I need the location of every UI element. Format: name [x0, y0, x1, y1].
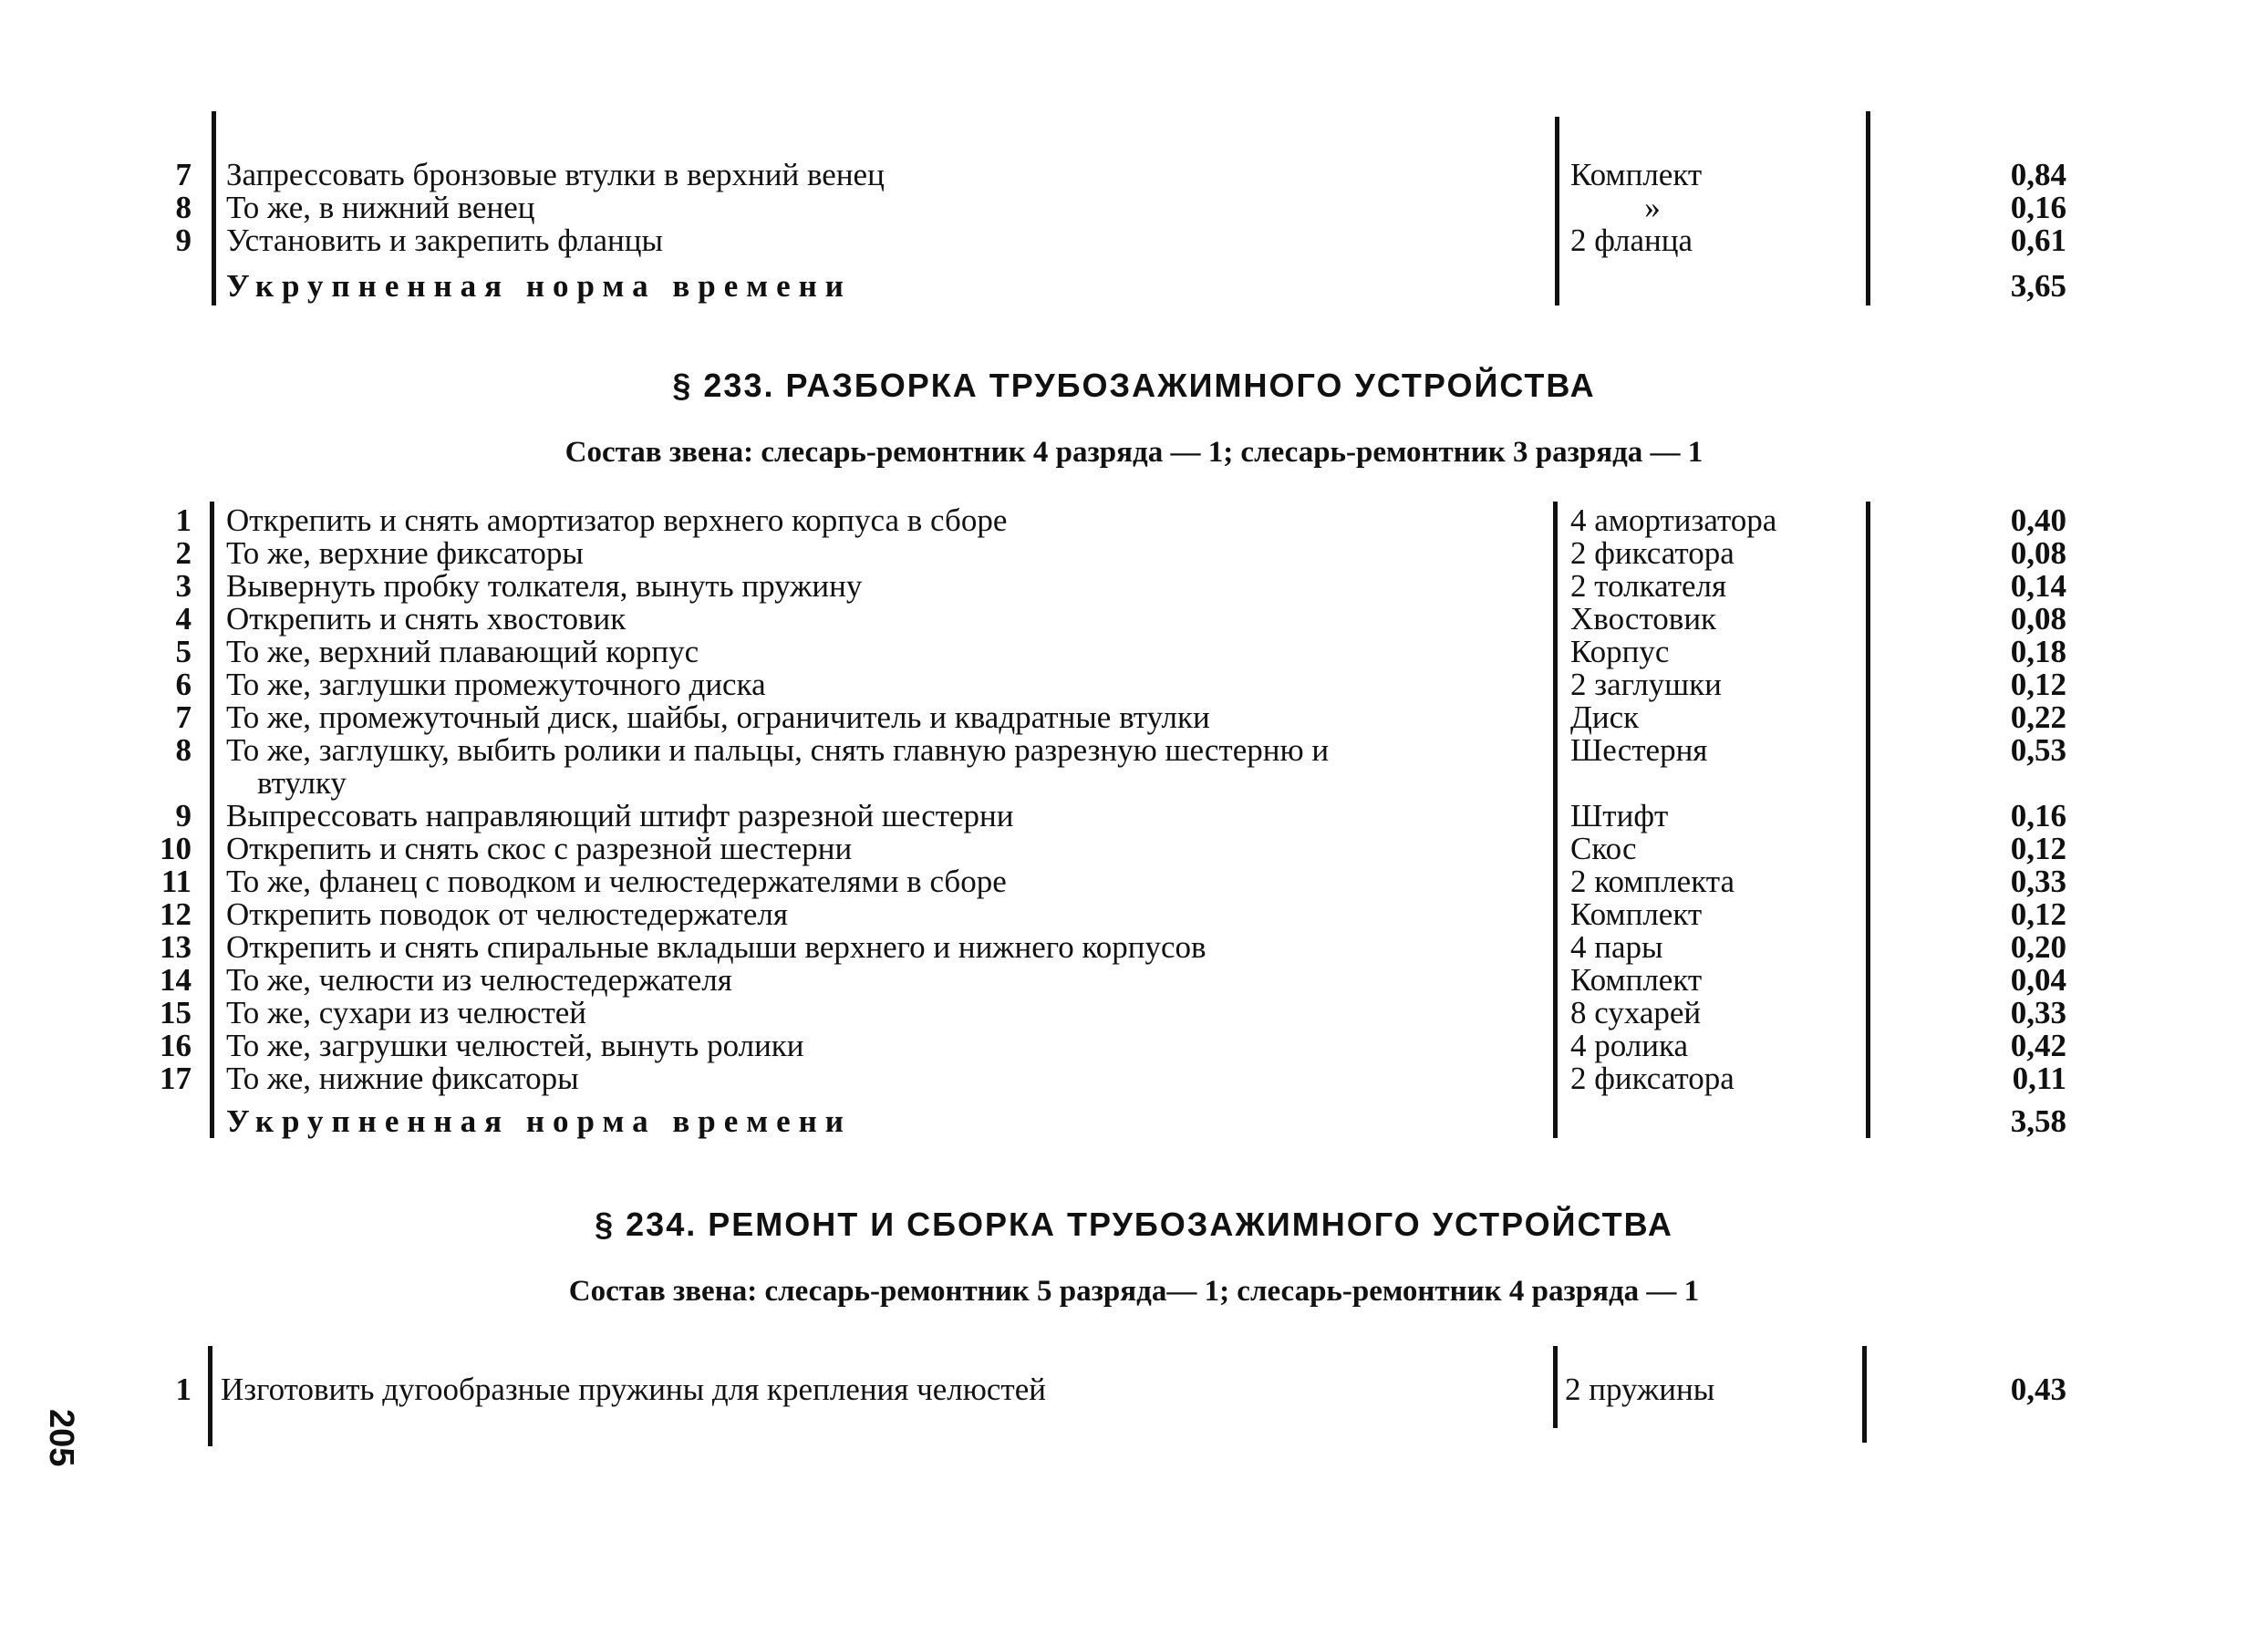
row-value: 0,12	[2010, 896, 2066, 932]
total-label: Укрупненная норма времени	[226, 268, 852, 304]
row-unit: 2 толкателя	[1570, 568, 1727, 604]
row-unit: Хвостовик	[1570, 601, 1717, 637]
row-description: То же, верхний плавающий корпус	[226, 634, 699, 669]
row-value: 0,61	[2010, 223, 2066, 258]
row-value: 0,11	[2012, 1061, 2066, 1096]
row-description: Изготовить дугообразные пружины для крепления челюстей	[221, 1372, 1046, 1407]
row-number: 16	[160, 1028, 192, 1063]
row-value: 0,18	[2010, 634, 2066, 669]
row-description: Открепить и снять скос с разрезной шестерни	[226, 831, 853, 866]
row-value: 0,33	[2010, 995, 2066, 1030]
row-unit: »	[1644, 190, 1661, 225]
row-value: 0,16	[2010, 190, 2066, 225]
column-divider	[1862, 1346, 1867, 1443]
row-number: 1	[175, 1372, 192, 1407]
row-value: 0,53	[2010, 732, 2066, 768]
row-number: 8	[175, 732, 192, 768]
row-unit: Комплект	[1570, 962, 1703, 998]
row-number: 7	[175, 699, 192, 735]
column-divider	[1553, 502, 1558, 1138]
row-unit: 2 пружины	[1565, 1372, 1715, 1407]
row-value: 0,42	[2010, 1028, 2066, 1063]
total-value: 3,58	[2010, 1103, 2066, 1139]
column-divider	[1555, 117, 1559, 305]
row-description: Вывернуть пробку толкателя, вынуть пружину	[226, 568, 863, 604]
row-description: То же, в нижний венец	[226, 190, 535, 225]
row-unit: 4 амортизатора	[1570, 502, 1777, 538]
column-divider	[212, 111, 216, 305]
section-233-crew: Состав звена: слесарь-ремонтник 4 разряда — 1; слесарь-ремонтник 3 разряда — 1	[564, 436, 1704, 469]
row-value: 0,40	[2010, 502, 2066, 538]
row-description: То же, загрушки челюстей, вынуть ролики	[226, 1028, 804, 1063]
row-description: Открепить поводок от челюстедержателя	[226, 896, 788, 932]
row-unit: Штифт	[1570, 798, 1669, 833]
section-233-title: § 233. РАЗБОРКА ТРУБОЗАЖИМНОГО УСТРОЙСТВА	[672, 367, 1596, 404]
row-description: Установить и закрепить фланцы	[226, 223, 663, 258]
row-unit: Комплект	[1570, 896, 1703, 932]
row-unit: Скос	[1570, 831, 1637, 866]
row-unit: 2 комплекта	[1570, 864, 1735, 899]
row-description: То же, промежуточный диск, шайбы, ограничитель и квадратные втулки	[226, 699, 1210, 735]
row-unit-cell	[1570, 192, 1735, 224]
row-unit: Диск	[1570, 699, 1640, 735]
row-number: 13	[160, 929, 192, 965]
row-number: 9	[175, 798, 192, 833]
row-number: 17	[160, 1061, 192, 1096]
row-number: 5	[175, 634, 192, 669]
row-value: 0,22	[2010, 699, 2066, 735]
row-number: 11	[161, 864, 192, 899]
row-value: 0,43	[2010, 1372, 2066, 1407]
row-description: Запрессовать бронзовые втулки в верхний венец	[226, 157, 885, 192]
row-unit: 2 фланца	[1570, 223, 1693, 258]
column-divider	[210, 502, 214, 1138]
column-divider	[1866, 111, 1870, 305]
row-description: То же, фланец с поводком и челюстедержателями в сборе	[226, 864, 1007, 899]
row-number: 10	[160, 831, 192, 866]
section-234-crew: Состав звена: слесарь-ремонтник 5 разряда— 1; слесарь-ремонтник 4 разряда — 1	[568, 1275, 1700, 1308]
row-unit: Шестерня	[1570, 732, 1708, 768]
row-number: 12	[160, 896, 192, 932]
row-description: То же, заглушки промежуточного диска	[226, 667, 766, 702]
row-number: 4	[175, 601, 192, 637]
row-number: 15	[160, 995, 192, 1030]
row-number: 6	[175, 667, 192, 702]
row-description: То же, верхние фиксаторы	[226, 535, 584, 571]
row-unit: 2 заглушки	[1570, 667, 1722, 702]
row-value: 0,16	[2010, 798, 2066, 833]
row-value: 0,84	[2010, 157, 2066, 192]
page-number: 205	[42, 1409, 80, 1467]
column-divider	[1866, 502, 1870, 1138]
row-number: 8	[175, 190, 192, 225]
row-value: 0,12	[2010, 831, 2066, 866]
row-description-continuation: втулку	[257, 765, 347, 801]
row-description: Открепить и снять хвостовик	[226, 601, 627, 637]
row-number: 2	[175, 535, 192, 571]
row-unit: 8 сухарей	[1570, 995, 1702, 1030]
column-divider	[208, 1346, 212, 1446]
row-description: То же, сухари из челюстей	[226, 995, 587, 1030]
section-234-title: § 234. РЕМОНТ И СБОРКА ТРУБОЗАЖИМНОГО УСТРОЙСТВА	[595, 1206, 1673, 1243]
row-description: То же, нижние фиксаторы	[226, 1061, 579, 1096]
row-unit: Комплект	[1570, 157, 1703, 192]
total-value: 3,65	[2010, 268, 2066, 304]
row-unit: 2 фиксатора	[1570, 535, 1735, 571]
row-value: 0,33	[2010, 864, 2066, 899]
row-value: 0,12	[2010, 667, 2066, 702]
row-value: 0,14	[2010, 568, 2066, 604]
row-unit: 4 ролика	[1570, 1028, 1688, 1063]
row-number: 3	[175, 568, 192, 604]
column-divider	[1553, 1346, 1558, 1428]
row-description: Открепить и снять амортизатор верхнего корпуса в сборе	[226, 502, 1008, 538]
row-description: Выпрессовать направляющий штифт разрезной шестерни	[226, 798, 1014, 833]
total-label: Укрупненная норма времени	[226, 1103, 852, 1139]
row-number: 9	[175, 223, 192, 258]
row-description: То же, челюсти из челюстедержателя	[226, 962, 732, 998]
row-value: 0,08	[2010, 601, 2066, 637]
row-value: 0,08	[2010, 535, 2066, 571]
row-value: 0,04	[2010, 962, 2066, 998]
row-value: 0,20	[2010, 929, 2066, 965]
row-unit: 4 пары	[1570, 929, 1663, 965]
row-unit: Корпус	[1570, 634, 1670, 669]
row-unit: 2 фиксатора	[1570, 1061, 1735, 1096]
row-number: 7	[175, 157, 192, 192]
row-description: Открепить и снять спиральные вкладыши верхнего и нижнего корпусов	[226, 929, 1206, 965]
row-number: 1	[175, 502, 192, 538]
row-number: 14	[160, 962, 192, 998]
row-description: То же, заглушку, выбить ролики и пальцы, снять главную разрезную шестерню и	[226, 732, 1330, 768]
